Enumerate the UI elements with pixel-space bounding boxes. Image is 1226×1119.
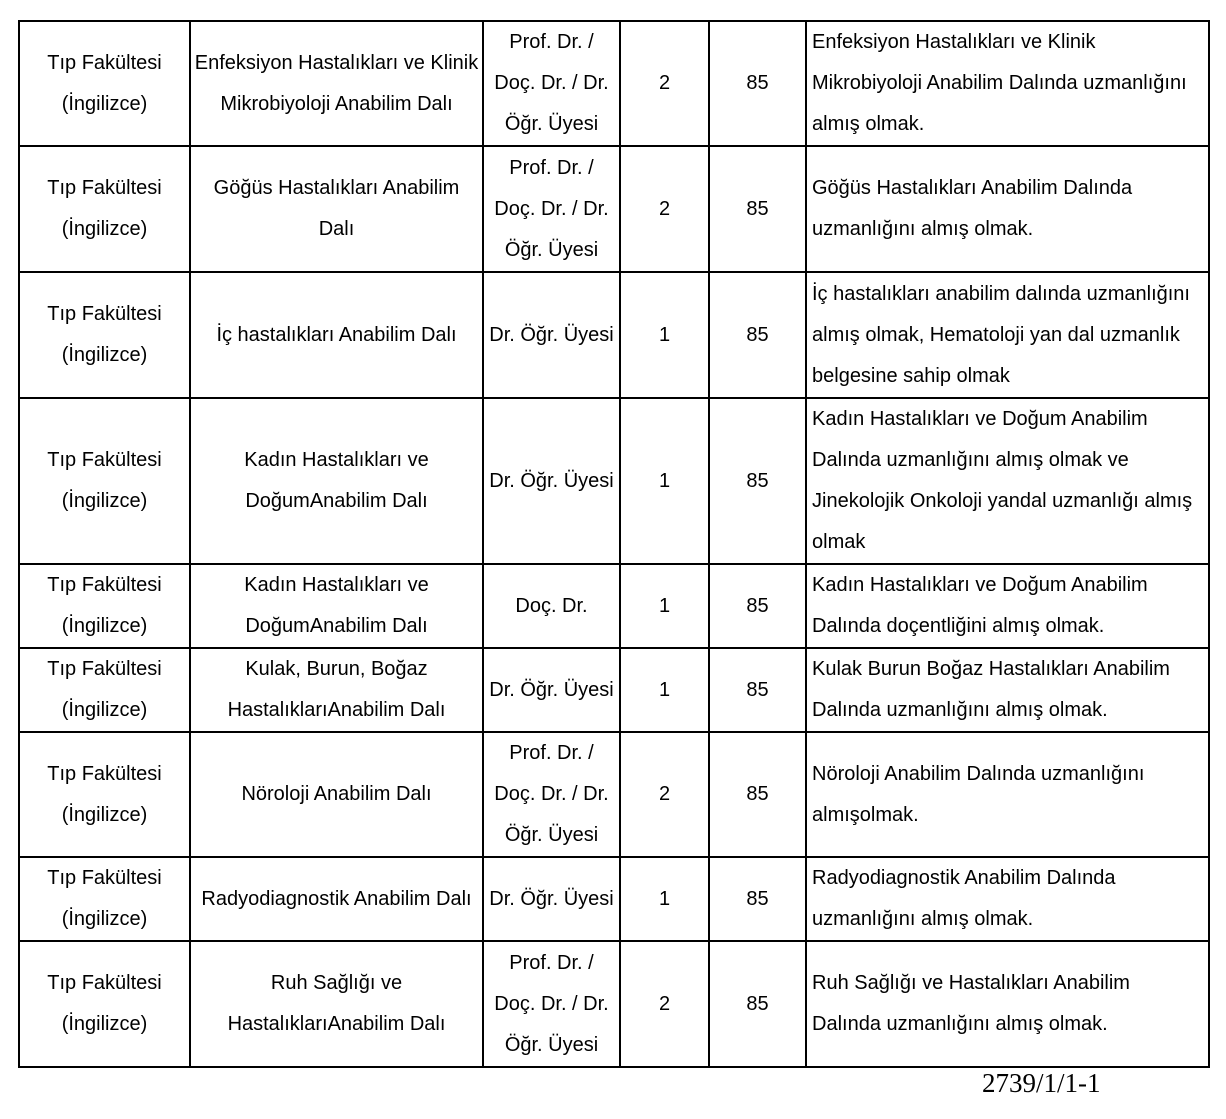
requirement-cell: Radyodiagnostik Anabilim Dalında uzmanlığını almış olmak. — [806, 857, 1209, 941]
title-cell: Prof. Dr. / Doç. Dr. / Dr. Öğr. Üyesi — [483, 21, 620, 146]
faculty-cell: Tıp Fakültesi (İngilizce) — [19, 398, 190, 564]
table-row — [19, 857, 1209, 941]
requirement-cell: Göğüs Hastalıkları Anabilim Dalında uzmanlığını almış olmak. — [806, 146, 1209, 272]
table-row — [19, 941, 1209, 1067]
count-cell: 2 — [620, 732, 709, 857]
count-cell: 1 — [620, 272, 709, 398]
department-cell: Ruh Sağlığı ve HastalıklarıAnabilim Dalı — [190, 941, 483, 1067]
score-cell: 85 — [709, 146, 806, 272]
table-row — [19, 398, 1209, 564]
department-cell: Kulak, Burun, Boğaz HastalıklarıAnabilim Dalı — [190, 648, 483, 732]
positions-table — [18, 20, 1210, 1068]
title-cell: Prof. Dr. / Doç. Dr. / Dr. Öğr. Üyesi — [483, 732, 620, 857]
requirement-cell: Kulak Burun Boğaz Hastalıkları Anabilim Dalında uzmanlığını almış olmak. — [806, 648, 1209, 732]
faculty-cell: Tıp Fakültesi (İngilizce) — [19, 272, 190, 398]
faculty-cell: Tıp Fakültesi (İngilizce) — [19, 941, 190, 1067]
department-cell: Enfeksiyon Hastalıkları ve Klinik Mikrobiyoloji Anabilim Dalı — [190, 21, 483, 146]
title-cell: Dr. Öğr. Üyesi — [483, 272, 620, 398]
count-cell: 2 — [620, 941, 709, 1067]
department-cell: İç hastalıkları Anabilim Dalı — [190, 272, 483, 398]
faculty-cell: Tıp Fakültesi (İngilizce) — [19, 648, 190, 732]
positions-table-body — [19, 21, 1209, 1067]
title-cell: Doç. Dr. — [483, 564, 620, 648]
faculty-cell: Tıp Fakültesi (İngilizce) — [19, 732, 190, 857]
title-cell: Dr. Öğr. Üyesi — [483, 398, 620, 564]
count-cell: 1 — [620, 857, 709, 941]
table-row — [19, 21, 1209, 146]
table-row — [19, 648, 1209, 732]
table-row — [19, 272, 1209, 398]
title-cell: Dr. Öğr. Üyesi — [483, 857, 620, 941]
score-cell: 85 — [709, 857, 806, 941]
score-cell: 85 — [709, 941, 806, 1067]
score-cell: 85 — [709, 564, 806, 648]
department-cell: Kadın Hastalıkları ve DoğumAnabilim Dalı — [190, 564, 483, 648]
title-cell: Prof. Dr. / Doç. Dr. / Dr. Öğr. Üyesi — [483, 941, 620, 1067]
requirement-cell: Kadın Hastalıkları ve Doğum Anabilim Dalında uzmanlığını almış olmak ve Jinekolojik Onkoloji yandal uzmanlığı almış olmak — [806, 398, 1209, 564]
table-row — [19, 564, 1209, 648]
requirement-cell: Nöroloji Anabilim Dalında uzmanlığını almışolmak. — [806, 732, 1209, 857]
score-cell: 85 — [709, 272, 806, 398]
table-row — [19, 146, 1209, 272]
faculty-cell: Tıp Fakültesi (İngilizce) — [19, 857, 190, 941]
faculty-cell: Tıp Fakültesi (İngilizce) — [19, 21, 190, 146]
faculty-cell: Tıp Fakültesi (İngilizce) — [19, 564, 190, 648]
score-cell: 85 — [709, 648, 806, 732]
count-cell: 1 — [620, 648, 709, 732]
count-cell: 1 — [620, 564, 709, 648]
requirement-cell: Kadın Hastalıkları ve Doğum Anabilim Dalında doçentliğini almış olmak. — [806, 564, 1209, 648]
requirement-cell: Enfeksiyon Hastalıkları ve Klinik Mikrobiyoloji Anabilim Dalında uzmanlığını almış olmak. — [806, 21, 1209, 146]
count-cell: 2 — [620, 146, 709, 272]
title-cell: Dr. Öğr. Üyesi — [483, 648, 620, 732]
requirement-cell: İç hastalıkları anabilim dalında uzmanlığını almış olmak, Hematoloji yan dal uzmanlık belgesine sahip olmak — [806, 272, 1209, 398]
title-cell: Prof. Dr. / Doç. Dr. / Dr. Öğr. Üyesi — [483, 146, 620, 272]
requirement-cell: Ruh Sağlığı ve Hastalıkları Anabilim Dalında uzmanlığını almış olmak. — [806, 941, 1209, 1067]
score-cell: 85 — [709, 398, 806, 564]
department-cell: Nöroloji Anabilim Dalı — [190, 732, 483, 857]
count-cell: 1 — [620, 398, 709, 564]
faculty-cell: Tıp Fakültesi (İngilizce) — [19, 146, 190, 272]
score-cell: 85 — [709, 732, 806, 857]
department-cell: Kadın Hastalıkları ve DoğumAnabilim Dalı — [190, 398, 483, 564]
score-cell: 85 — [709, 21, 806, 146]
table-row — [19, 732, 1209, 857]
document-code: 2739/1/1-1 — [982, 1068, 1101, 1098]
department-cell: Göğüs Hastalıkları Anabilim Dalı — [190, 146, 483, 272]
department-cell: Radyodiagnostik Anabilim Dalı — [190, 857, 483, 941]
count-cell: 2 — [620, 21, 709, 146]
